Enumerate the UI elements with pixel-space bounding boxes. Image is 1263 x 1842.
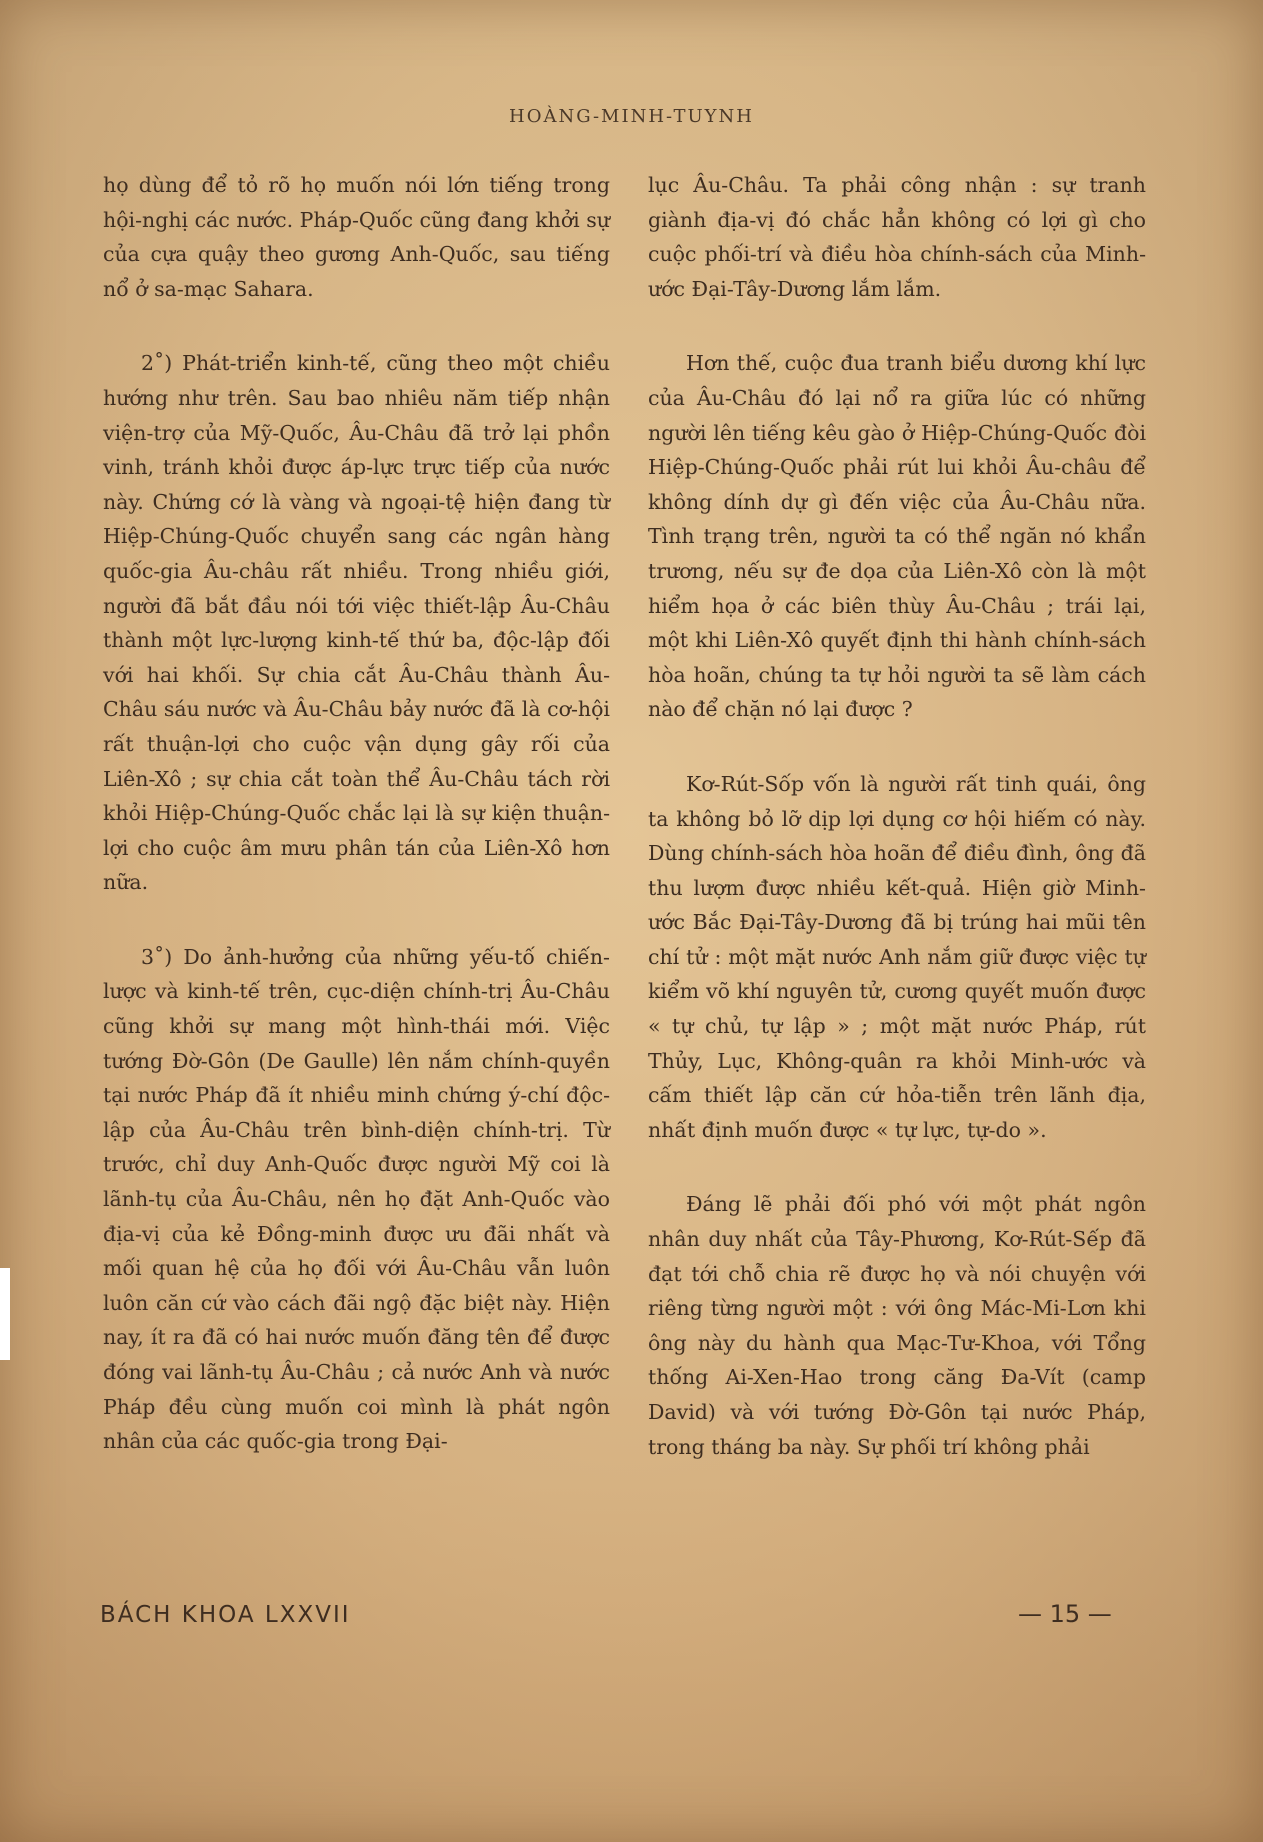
- right-paragraph-1: lục Âu-Châu. Ta phải công nhận : sự tranh giành địa-vị đó chắc hẳn không có lợi gì cho cuộc phối-trí và điều hòa chính-sách của Minh-ước Đại-Tây-Dương lắm lắm.: [648, 173, 1146, 301]
- left-column: [103, 168, 610, 1459]
- page-tear: [0, 1268, 10, 1360]
- left-paragraph-2: 2˚) Phát-triển kinh-tế, cũng theo một chiều hướng như trên. Sau bao nhiêu năm tiếp nhận viện-trợ của Mỹ-Quốc, Âu-Châu đã trở lại phồn vinh, tránh khỏi được áp-lực trực tiếp của nước này. Chứng cớ là vàng và ngoại-tệ hiện đang từ Hiệp-Chúng-Quốc chuyển sang các ngân hàng quốc-gia Âu-châu rất nhiều. Trong nhiều giới, người đã bắt đầu nói tới việc thiết-lập Âu-Châu thành một lực-lượng kinh-tế thứ ba, độc-lập đối với hai khối. Sự chia cắt Âu-Châu thành Âu-Châu sáu nước và Âu-Châu bảy nước đã là cơ-hội rất thuận-lợi cho cuộc vận dụng gây rối của Liên-Xô ; sự chia cắt toàn thể Âu-Châu tách rời khỏi Hiệp-Chúng-Quốc chắc lại là sự kiện thuận-lợi cho cuộc âm mưu phân tán của Liên-Xô hơn nữa.: [103, 351, 610, 895]
- left-paragraph-1: họ dùng để tỏ rõ họ muốn nói lớn tiếng trong hội-nghị các nước. Pháp-Quốc cũng đang khởi sự của cựa quậy theo gương Anh-Quốc, sau tiếng nổ ở sa-mạc Sahara.: [103, 173, 610, 301]
- right-paragraph-2: Hơn thế, cuộc đua tranh biểu dương khí lực của Âu-Châu đó lại nổ ra giữa lúc có những người lên tiếng kêu gào ở Hiệp-Chúng-Quốc đòi Hiệp-Chúng-Quốc phải rút lui khỏi Âu-châu để không dính dự gì đến việc của Âu-Châu nữa. Tình trạng trên, người ta có thể ngăn nó khẩn trương, nếu sự đe dọa của Liên-Xô còn là một hiểm họa ở các biên thùy Âu-Châu ; trái lại, một khi Liên-Xô quyết định thi hành chính-sách hòa hoãn, chúng ta tự hỏi người ta sẽ làm cách nào để chặn nó lại được ?: [648, 351, 1146, 722]
- right-paragraph-3: Kơ-Rút-Sốp vốn là người rất tinh quái, ông ta không bỏ lỡ dịp lợi dụng cơ hội hiếm có này. Dùng chính-sách hòa hoãn để điều đình, ông đã thu lượm được nhiều kết-quả. Hiện giờ Minh-ước Bắc Đại-Tây-Dương đã bị trúng hai mũi tên chí tử : một mặt nước Anh nắm giữ được việc tự kiểm võ khí nguyên tử, cương quyết muốn được « tự chủ, tự lập » ; một mặt nước Pháp, rút Thủy, Lục, Không-quân ra khỏi Minh-ước và cấm thiết lập căn cứ hỏa-tiễn trên lãnh địa, nhất định muốn được « tự lực, tự-do ».: [648, 771, 1146, 1142]
- right-column: [648, 168, 1146, 1464]
- running-header: HOÀNG-MINH-TUYNH: [509, 106, 754, 127]
- page-number: — 15 —: [1018, 1600, 1112, 1628]
- publication-footer: BÁCH KHOA LXXVII: [100, 1602, 351, 1628]
- left-paragraph-3: 3˚) Do ảnh-hưởng của những yếu-tố chiến-lược và kinh-tế trên, cục-diện chính-trị Âu-Châu cũng khởi sự mang một hình-thái mới. Việc tướng Đờ-Gôn (De Gaulle) lên nắm chính-quyền tại nước Pháp đã ít nhiều minh chứng ý-chí độc-lập của Âu-Châu trên bình-diện chính-trị. Từ trước, chỉ duy Anh-Quốc được người Mỹ coi là lãnh-tụ của Âu-Châu, nên họ đặt Anh-Quốc vào địa-vị của kẻ Đồng-minh được ưu đãi nhất và mối quan hệ của họ đối với Âu-Châu vẫn luôn luôn căn cứ vào cách đãi ngộ đặc biệt này. Hiện nay, ít ra đã có hai nước muốn đăng tên để được đóng vai lãnh-tụ Âu-Châu ; cả nước Anh và nước Pháp đều cùng muốn coi mình là phát ngôn nhân của các quốc-gia trong Đại-: [103, 944, 610, 1454]
- right-paragraph-4: Đáng lẽ phải đối phó với một phát ngôn nhân duy nhất của Tây-Phương, Kơ-Rút-Sếp đã đạt tới chỗ chia rẽ được họ và nói chuyện với riêng từng người một : với ông Mác-Mi-Lơn khi ông này du hành qua Mạc-Tư-Khoa, với Tổng thống Ai-Xen-Hao trong căng Đa-Vít (camp David) và với tướng Đờ-Gôn tại nước Pháp, trong tháng ba này. Sự phối trí không phải: [648, 1192, 1146, 1459]
